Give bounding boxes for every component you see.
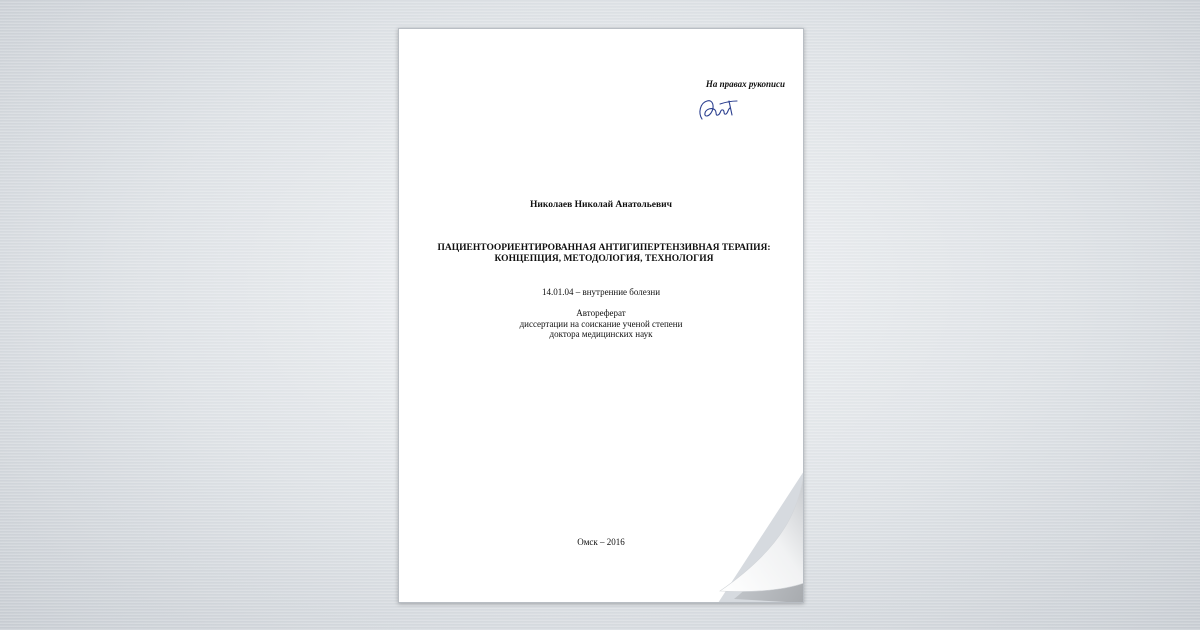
title-line: ПАЦИЕНТООРИЕНТИРОВАННАЯ АНТИГИПЕРТЕНЗИВНАЯ ТЕРАПИЯ: [437, 243, 771, 253]
author-name: Николаев Николай Анатольевич [530, 200, 672, 210]
document-page [398, 28, 804, 603]
title-line: КОНЦЕПЦИЯ, МЕТОДОЛОГИЯ, ТЕХНОЛОГИЯ [494, 254, 714, 264]
dissertation-title [419, 243, 789, 265]
specialty-code: 14.01.04 – внутренние болезни [541, 287, 661, 297]
abstract-description [399, 308, 803, 340]
abstract-line: доктора медицинских наук [549, 329, 653, 339]
manuscript-rights-note: На правах рукописи [705, 79, 785, 89]
city-year: Омск – 2016 [577, 537, 625, 547]
page-curl-icon [718, 471, 804, 603]
handwritten-signature [696, 95, 740, 125]
abstract-line: диссертации на соискание ученой степени [519, 318, 683, 329]
abstract-line: Автореферат [576, 308, 626, 318]
